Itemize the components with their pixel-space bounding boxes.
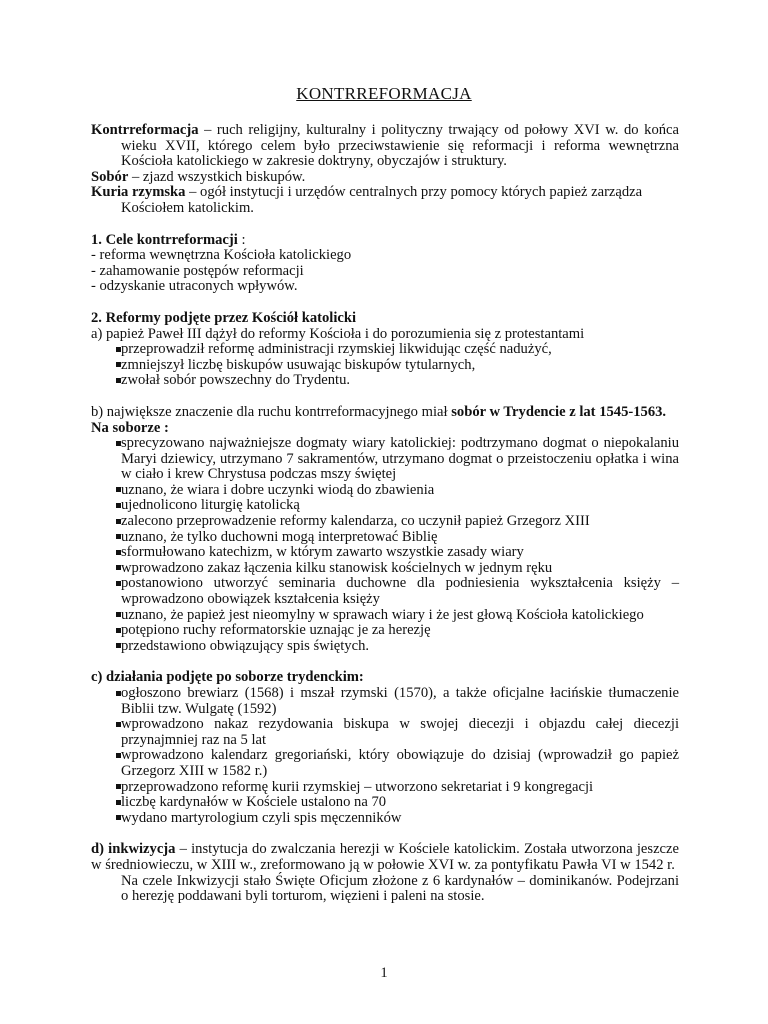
section-1-heading: 1. Cele kontrreformacji : xyxy=(91,231,246,248)
subsection-a-intro: a) papież Paweł III dążył do reformy Kościoła i do porozumienia się z protestantami xyxy=(91,325,585,342)
list-item: wprowadzono kalendarz gregoriański, który obowiązuje do dzisiaj (wprowadził go papież Grzegorz XIII w 1582 r.) xyxy=(91,748,679,779)
document-body xyxy=(91,123,679,905)
definition-text: – zjazd wszystkich biskupów. xyxy=(128,168,306,185)
list-item: uznano, że wiara i dobre uczynki wiodą do zbawienia xyxy=(91,483,679,499)
list-item: zmniejszył liczbę biskupów usuwając biskupów tytularnych, xyxy=(91,358,679,374)
list-item: przedstawiono obwiązujący spis świętych. xyxy=(91,639,679,655)
definition-kontrreformacja xyxy=(91,123,679,170)
subsection-b-intro: b) największe znaczenie dla ruchu kontrreformacyjnego miał sobór w Trydencie z lat 1545-1563. xyxy=(91,403,667,420)
subsection-d-paragraph: d) inkwizycja – instytucja do zwalczania herezji w Kościele katolickim. Została utworzona jeszcze w średniowieczu, w XIII w., zreformowano ją w połowie XVI w. za pontyfikatu Pawła VI w 1542 r. xyxy=(91,841,679,873)
list-item: - odzyskanie utraconych wpływów. xyxy=(91,278,298,295)
list-item: przeprowadził reformę administracji rzymskiej likwidując część nadużyć, xyxy=(91,342,679,358)
definition-sobor xyxy=(91,170,679,186)
subsection-a-list xyxy=(91,342,679,389)
list-item: zwołał sobór powszechny do Trydentu. xyxy=(91,373,679,389)
list-item: ogłoszono brewiarz (1568) i mszał rzymski (1570), a także oficjalne łacińskie tłumaczenie Biblii tzw. Wulgatę (1592) xyxy=(91,686,679,717)
list-item: sprecyzowano najważniejsze dogmaty wiary katolickiej: podtrzymano dogmat o niepokalaniu Maryi dziewicy, utrzymano 7 sakramentów, utrzymano dogmat o przeistoczeniu opłatka i wina w ciało i krew Chrystusa podczas mszy świętej xyxy=(91,436,679,483)
list-item: przeprowadzono reformę kurii rzymskiej – utworzono sekretariat i 9 kongregacji xyxy=(91,780,679,796)
subsection-c-heading: c) działania podjęte po soborze trydenckim: xyxy=(91,669,364,686)
section-2-heading: 2. Reformy podjęte przez Kościół katolicki xyxy=(91,309,357,326)
list-item: - reforma wewnętrzna Kościoła katolickiego xyxy=(91,247,352,264)
list-item: wydano martyrologium czyli spis męczenników xyxy=(91,811,679,827)
definition-text: – ruch religijny, kulturalny i polityczny trwający od połowy XVI w. do końca wieku XVII, którego celem było przeciwstawienie się reformacji i reforma wewnętrzna Kościoła katolickiego w zakresie doktryny, obyczajów i struktury. xyxy=(121,122,679,170)
list-item: wprowadzono zakaz łączenia kilku stanowisk kościelnych w jednym ręku xyxy=(91,561,679,577)
list-item: potępiono ruchy reformatorskie uznając je za herezję xyxy=(91,623,679,639)
page-number: 1 xyxy=(380,965,388,981)
list-item: - zahamowanie postępów reformacji xyxy=(91,262,304,279)
list-item: ujednolicono liturgię katolicką xyxy=(91,498,679,514)
list-item: zalecono przeprowadzenie reformy kalendarza, co uczynił papież Grzegorz XIII xyxy=(91,514,679,530)
definition-kuria xyxy=(91,185,679,216)
definition-term: Kuria rzymska xyxy=(91,184,186,201)
subsection-d-paragraph-2: Na czele Inkwizycji stało Święte Oficjum złożone z 6 kardynałów – dominikanów. Podejrzani o herezję poddawani byli torturom, więzieni i paleni na stosie. xyxy=(121,872,679,905)
definition-text: – ogół instytucji i urzędów centralnych przy pomocy których papież zarządza Kościołem katolickim. xyxy=(121,184,643,216)
subsection-c-list xyxy=(91,686,679,826)
list-item: uznano, że tylko duchowni mogą interpretować Biblię xyxy=(91,530,679,546)
subsection-b-list xyxy=(91,436,679,654)
definition-term: Sobór xyxy=(91,168,129,185)
subsection-b-label: Na soborze : xyxy=(91,419,169,436)
list-item: postanowiono utworzyć seminaria duchowne dla podniesienia wykształcenia księży – wprowadzono obowiązek kształcenia księży xyxy=(91,576,679,607)
list-item: uznano, że papież jest nieomylny w sprawach wiary i że jest głową Kościoła katolickiego xyxy=(91,608,679,624)
page-title: KONTRREFORMACJA xyxy=(296,84,472,103)
list-item: liczbę kardynałów w Kościele ustalono na 70 xyxy=(91,795,679,811)
definition-term: Kontrreformacja xyxy=(91,122,199,138)
list-item: wprowadzono nakaz rezydowania biskupa w swojej diecezji i objazdu całej diecezji przynajmniej raz na 5 lat xyxy=(91,717,679,748)
list-item: sformułowano katechizm, w którym zawarto wszystkie zasady wiary xyxy=(91,545,679,561)
